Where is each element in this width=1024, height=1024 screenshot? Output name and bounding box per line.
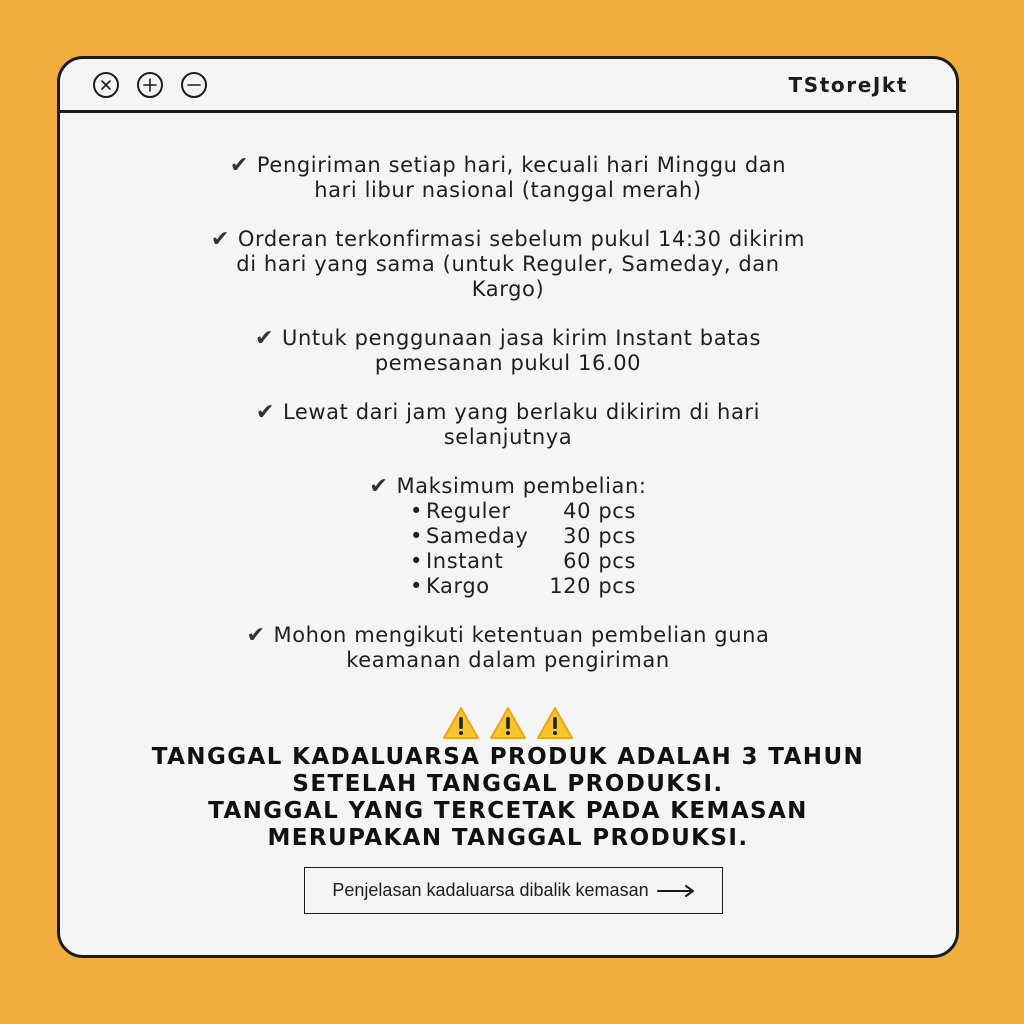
rule-line bbox=[208, 623, 808, 648]
check-icon: ✔ bbox=[255, 400, 275, 425]
item-name: Instant bbox=[426, 549, 504, 573]
arrow-right-icon bbox=[657, 884, 695, 898]
rule-text: Untuk penggunaan jasa kirim Instant batas bbox=[282, 326, 762, 350]
warning-icon bbox=[536, 706, 574, 740]
rule-line bbox=[228, 400, 788, 425]
check-icon: ✔ bbox=[246, 623, 266, 648]
rule-line bbox=[60, 474, 956, 499]
expiry-notice bbox=[60, 744, 956, 852]
rules-content bbox=[60, 153, 956, 852]
max-purchase-heading: Maksimum pembelian: bbox=[396, 474, 647, 498]
rule-text: Lewat dari jam yang berlaku dikirim di hari bbox=[282, 400, 761, 424]
notice-line: SETELAH TANGGAL PRODUKSI. bbox=[292, 771, 724, 797]
check-icon: ✔ bbox=[229, 153, 249, 178]
rule-line bbox=[198, 227, 818, 252]
rule-line bbox=[208, 153, 808, 178]
warning-icons bbox=[60, 706, 956, 742]
notice-line: MERUPAKAN TANGGAL PRODUKSI. bbox=[267, 825, 749, 851]
minimize-window-icon[interactable] bbox=[181, 72, 207, 98]
rule-line: Kargo) bbox=[471, 277, 545, 301]
brand-title: TStoreJkt bbox=[788, 73, 908, 97]
bullet: • bbox=[410, 574, 423, 598]
title-bar bbox=[60, 59, 956, 113]
browser-window bbox=[57, 56, 959, 958]
rule-text: Pengiriman setiap hari, kecuali hari Minggu dan bbox=[256, 153, 787, 177]
rule-line: pemesanan pukul 16.00 bbox=[374, 351, 642, 375]
check-icon: ✔ bbox=[369, 474, 389, 499]
list-item bbox=[410, 499, 636, 524]
list-item bbox=[410, 549, 636, 574]
list-item bbox=[410, 574, 636, 599]
list-item bbox=[410, 524, 636, 549]
rule-safety-notice bbox=[208, 623, 808, 673]
max-purchase-list bbox=[410, 499, 636, 599]
close-window-icon[interactable] bbox=[93, 72, 119, 98]
item-qty: 40 pcs bbox=[563, 499, 636, 523]
item-name: Kargo bbox=[426, 574, 490, 598]
rule-line: keamanan dalam pengiriman bbox=[346, 648, 670, 672]
notice-line: TANGGAL KADALUARSA PRODUK ADALAH 3 TAHUN bbox=[151, 744, 865, 770]
item-name: Sameday bbox=[426, 524, 529, 548]
check-icon: ✔ bbox=[254, 326, 275, 351]
rule-instant-cutoff bbox=[228, 326, 788, 376]
warning-icon bbox=[489, 706, 527, 740]
rule-line: selanjutnya bbox=[443, 425, 573, 449]
item-qty: 60 pcs bbox=[563, 549, 636, 573]
expiry-explanation-button[interactable] bbox=[304, 867, 723, 914]
bullet: • bbox=[410, 524, 423, 548]
warning-icon bbox=[442, 706, 480, 740]
rule-delivery-days bbox=[208, 153, 808, 203]
bullet: • bbox=[410, 499, 423, 523]
item-qty: 30 pcs bbox=[563, 524, 636, 548]
rule-max-purchase bbox=[60, 474, 956, 599]
rule-line bbox=[228, 326, 788, 351]
rule-late-orders bbox=[228, 400, 788, 450]
bullet: • bbox=[410, 549, 423, 573]
check-icon: ✔ bbox=[210, 227, 230, 252]
rule-line: di hari yang sama (untuk Reguler, Sameday, dan bbox=[236, 252, 780, 276]
item-name: Reguler bbox=[426, 499, 511, 523]
notice-line: TANGGAL YANG TERCETAK PADA KEMASAN bbox=[208, 798, 808, 824]
rule-same-day-cutoff bbox=[198, 227, 818, 302]
maximize-window-icon[interactable] bbox=[137, 72, 163, 98]
rule-text: Mohon mengikuti ketentuan pembelian guna bbox=[273, 623, 770, 647]
rule-line: hari libur nasional (tanggal merah) bbox=[314, 178, 702, 202]
item-qty: 120 pcs bbox=[549, 574, 636, 598]
cta-label: Penjelasan kadaluarsa dibalik kemasan bbox=[332, 880, 649, 900]
rule-text: Orderan terkonfirmasi sebelum pukul 14:30 dikirim bbox=[237, 227, 806, 251]
